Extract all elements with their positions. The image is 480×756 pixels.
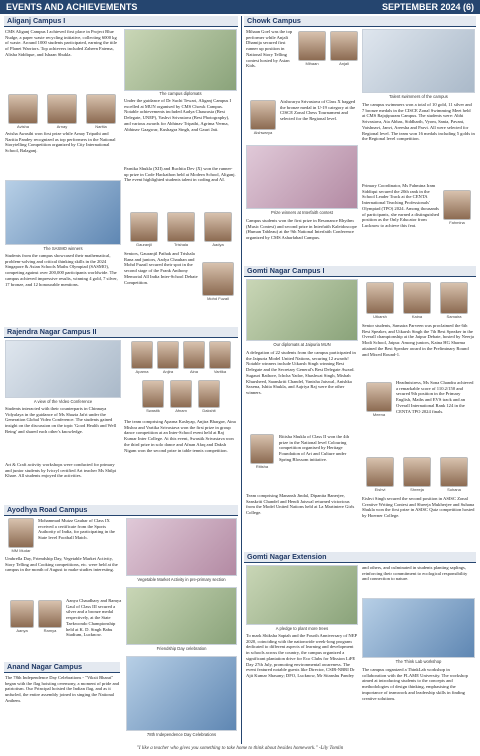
photo-fuzail [202, 262, 234, 296]
section-title-anand: Anand Nagar Campus [4, 662, 120, 673]
caption-video-conference: A view of the Video Conference [33, 399, 93, 404]
rajendra-art-text: Art & Craft activity workshops were conducted for primary and junior students by Ivicryl certified Art teacher Ms Shilpi Khare. All students enjoyed the activities. [5, 462, 117, 479]
photo-avisha [8, 94, 38, 124]
gomtiext-thinklab-text: The campus organized a ThinkLab workshop in collaboration with the FLAME University. The workshop aimed at introducing students to the concepts and methodologies of design thinking, emphasising the importance of teamwork and leadership skills in finding creative solutions. [362, 667, 468, 701]
photo-afnam [170, 380, 192, 408]
name-ritisha: Ritisha [255, 464, 269, 469]
section-title-gomtiext: Gomti Nagar Extension [244, 552, 476, 563]
name-mihaan: Mihaan [305, 61, 319, 66]
section-title-chowk: Chowk Campus [244, 16, 476, 27]
name-aparna: Aparna [135, 369, 149, 374]
photo-naritia [86, 94, 116, 124]
header-date: SEPTEMBER 2024 (6) [381, 2, 474, 12]
gomti1-lmgc-text: Team comprising Manansh Jindal, Dipanita Banerjee, Sanskriti Chandel and Hendi Jaiswal returned victorious from the Model United Nations held at La Martiniere Girls College. [246, 493, 355, 516]
aliganj-debate: Seniors, Gauranjil Pathak and Trishala Rana and juniors, Aadya Chauhan and Mohd Fuzail secured their spot in the second stage of the Frank Anthony Memorial All India Inter-School Debate Competition. [124, 251, 198, 285]
caption-talent-swimmers: Talent swimmers of the campus [389, 94, 448, 99]
caption-jaipuria: Our diplomats at Jaipuria MUN [273, 342, 331, 347]
photo-trishala [167, 212, 195, 242]
aliganj-mun: Under the guidance of Dr Suchi Tewari, Aliganj Campus I excelled at MUN organised by CMS Chowk Campus. Notable achievements included Aadya Chaurasia (Best Delegate, UNEP), Yashvi Srivastava (Best Photography), and various awards for Abhinav Tripathi, Agrima Verma, Abhinav Gaagwar, Kushagra Singh, and Gauri Jati. [124, 98, 232, 132]
ayodhya-activities: Umbrella Day, Friendship Day, Vegetable Market Activity, Story Telling and Cooking competitions, etc. were held at the campus in the month of August to make studies interesting. [5, 556, 118, 573]
aliganj-storytelling: Avisha Awasthi won first prize while Arnay Tripathi and Naritia Pandey recognized as top performers in the National Storytelling Competition organized by City International School, Balaganj. [5, 131, 116, 154]
gomti1-colouring-text: Ritisha Shukla of Class II won the 4th prize in the National level Colouring competition organised by Heritage Foundation of Art and Culture under Spring Blossom initiative. [279, 434, 350, 462]
photo-aanya [10, 600, 34, 628]
caption-sasmo: The SASMO winners [43, 246, 83, 251]
talent-swimmers-photo [362, 29, 475, 93]
section-title-gomti1: Gomti Nagar Campus I [244, 266, 476, 277]
name-arnay: Arnay [56, 124, 68, 129]
photo-suhana [440, 457, 468, 487]
anand-independence-text: The 78th Independence Day Celebrations - "Viksit Bharat" began with the flag hoisting ceremony, a moment of pride and patriotism. Our Principal hoisted the Indian flag, and as it unfurled, the entire assembly joined in singing the National Anthem. [5, 675, 120, 703]
photo-anjira [157, 341, 179, 369]
gomti1-debate-text: Senior students, Samaira Parveen was proclaimed the 6th Best Speaker, and Utkarsh Singh the 7th Best Speaker in the Overall championship at the Jaipur Debate, hosted by Neerja Modi School, Jaipur. Among juniors, Kaina HG Sharma attained the Best Speaker award in the Preliminary Round and Mixed Round-1. [362, 323, 474, 357]
aliganj-hackathon: Parnika Shukla (XII) and Ruchita Dev (X) won the runner-up prize in Code Hackathon held at Modern School, Aliganj. The event highlighted students talent in coding and AI. [124, 166, 236, 183]
column-divider [241, 16, 242, 744]
ayodhya-football: Mohammad Muizz Gauhar of Class IX received a certificate from the Sports Authority of India, for participating in the State level Football Match. [38, 518, 115, 541]
header-title: EVENTS AND ACHIEVEMENTS [6, 2, 138, 12]
photo-swastik [142, 380, 164, 408]
photo-fahmina [443, 190, 471, 220]
name-avisha: Avisha [17, 124, 29, 129]
aliganj-sasmo-text: Students from the campus showcased their mathematical, problem-solving and critical thinking skills in the 2024 Singapore & Asian Schools Maths Olympiad (SASMO), competing against over 200,000 participants worldwide. The campus achieved impressive results, winning 4 gold, 7 silver, 17 bronze, and 12 honourable mentions. [5, 253, 118, 287]
name-dakshit: Dakshit [202, 408, 216, 413]
photo-samaira [440, 282, 468, 314]
photo-vartika [209, 341, 231, 369]
photo-ramya [38, 600, 62, 628]
photo-aina [183, 341, 205, 369]
plantation-photo [246, 565, 358, 625]
chowk-storytelling: Mihaan Goel was the top performer while Anjali Dhamija secured first runner up position in National Story Telling contest hosted by Asian Kids. [246, 29, 293, 69]
independence-day-photo [126, 656, 237, 731]
footer-quote: "I like a teacher who gives you something to take home to think about besides homework." -Lily Tomlin [0, 745, 480, 756]
photo-aparna [131, 341, 153, 369]
photo-mm-mudar [8, 518, 34, 548]
thinklab-photo [362, 598, 475, 658]
name-aina: Aina [189, 369, 198, 374]
name-anjali: Anjali [339, 61, 349, 66]
name-afnam: Afnam [175, 408, 187, 413]
ayodhya-taekwondo: Aanya Chaudhary and Ramya Gaul of Class III secured a silver and a bronze medal respectively, at the State Taekwondo Championship held at K. D. Singh Babu Stadium, Lucknow. [66, 598, 122, 638]
name-fahmina: Fahmina [449, 220, 465, 225]
name-mm-mudar: MM Mudar [11, 548, 31, 553]
name-aishwarya: Aishwarya [253, 130, 273, 135]
campus-diplomats-photo [124, 29, 237, 91]
name-aadya: Aadya [212, 242, 224, 247]
caption-independence: 78th Independence Day Celebrations [146, 732, 217, 737]
gomti1-writing-text: Eishvi Singh secured the second position in ASISC Zonal Creative Writing Contest and Shreeja Mukherjee and Suhana Shukla won the first prize in ASISC Quiz competition hosted by Hoerner College. [362, 496, 475, 519]
name-kaina: Kaina [411, 314, 423, 319]
photo-aadya [204, 212, 232, 242]
photo-dakshit [198, 380, 220, 408]
gomti1-centa-text: Headmistress, Ms Sona Chandra achieved a remarkable score of 110.2/150 and secured 9th position in the Primary English, Maths and EVS track and an Overall International Rank 124 in the CENTA TPO 2024 finals. [396, 380, 474, 414]
caption-vegetable-market: Vegetable Market Activity in pre-primary section [137, 577, 226, 582]
section-title-ayodhya: Ayodhya Road Campus [4, 505, 238, 516]
interfaith-prize-photo [246, 145, 358, 209]
gomtiext-plantation-text: To mark Shiksha Saptah and the Fourth Anniversary of NEP 2020, coinciding with the nationwide week-long program dedicated to different aspects of learning and development in schools across the country, the campus organized a significant plantation drive for Eco Clubs for Mission LiFE Day 27th July, promoting environmental awareness. The event featured notable guests like Director, CSIR-NBRI Dr Ajit Kumar Shasany; DFO, Lucknow, Mr Sitanshu Pandey [246, 633, 357, 679]
photo-kaina [403, 282, 431, 314]
name-swastik: Swastik [146, 408, 160, 413]
photo-aishwarya [250, 100, 276, 130]
aliganj-intro: CMS Aliganj Campus I achieved first place in Project Blue Nudge, a paper waste recycling initiative, collecting 6000 kg of waste. Around 1000 students participated, earning the title of Planet Warriors. Top achievers included Zaheen Fatema, Alisha Siddique, and Ishaan Shukla. [5, 29, 118, 57]
caption-friendship: Friendship Day celebration [156, 646, 207, 651]
name-utkarsh: Utkarsh [373, 314, 387, 319]
section-title-aliganj: Aliganj Campus I [4, 16, 238, 27]
rajendra-dance-text: The team comprising Aparna Kashyap, Anjira Bhargav, Aina Mishra and Vartika Srivastava won the first prize in group dance competition at an Inter-School event held at Raj Kumar Inter College. At this event, Swastik Srivastava won the third prize in solo dance and Afnan Afaq and Daksh Nigam won the second prize in table tennis competition. [124, 419, 236, 453]
photo-gauranjil [130, 212, 158, 242]
caption-diplomats: The campus diplomats [159, 91, 202, 96]
name-suhana: Suhana [447, 487, 461, 492]
name-fuzail: Mohd Fuzail [207, 296, 229, 301]
name-anjira: Anjira [162, 369, 174, 374]
photo-anjali [330, 31, 358, 61]
friendship-day-photo [126, 587, 237, 645]
chowk-swimming: The campus swimmers won a total of 10 gold, 11 silver and 7 bronze medals in the CISCE Zonal Swimming Meet held at CMS Rajajipuram Campus. The students were: Abhi Srivastava, Ata Abbas, Siddharth, Vyom, Sania, Pavani, Vaishnavi, Janvi, Areesha and Parvi. All were selected for Regional level. The team won 16 medals including 5 golds in the Regional level competition. [362, 102, 475, 142]
photo-mihaan [298, 31, 326, 61]
jaipuria-mun-photo [246, 279, 358, 341]
page-header [0, 0, 480, 14]
photo-arnay [47, 94, 77, 124]
chowk-interfaith-text: Campus students won the first prize in Resonance Rhythm (Music Contest) and second prize in Interfaith Kaleidoscope (Human Tableau) at the 9th National Interfaith Conference organized by CMS Asharfabad Campus. [246, 218, 357, 241]
photo-eishvi [366, 457, 394, 487]
photo-meena [366, 382, 392, 412]
vegetable-market-photo [126, 518, 237, 576]
name-shreeja: Shreeja [410, 487, 424, 492]
name-samaira: Samaira [446, 314, 462, 319]
name-gauranjil: Gauranjil [135, 242, 152, 247]
section-title-rajendra: Rajendra Nagar Campus II [4, 327, 238, 338]
rajendra-video-conf-text: Students interacted with their counterparts in Chinnaya Vidyalaya in the guidance of Ms Shazia Jafri under the Generation Global Video Conference. The students gained insight on the discussion on the topic 'Good Health and Well Being' and shared each other's knowledge. [5, 406, 117, 434]
name-meena: Meena [372, 412, 386, 417]
photo-shreeja [403, 457, 431, 487]
caption-thinklab: The Think Lab workshop [395, 659, 442, 664]
photo-utkarsh [366, 282, 394, 314]
name-naritia: Naritia [95, 124, 107, 129]
chowk-chess: Aishwarya Srivastava of Class X bagged the bronze medal in U-19 category at the CISCE Zonal Chess Tournament and selected for the Regional level. [280, 99, 356, 122]
chowk-fahmina-text: Primary Coordinator, Ms Fahmina Iram Siddiqui secured the 20th rank in the School Leader Track at the CENTA International Teaching Professionals' Olympiad (TPO) 2024. Among thousands of participants, she earned a distinguished position as the Only Educator from Lucknow to achieve this feat. [362, 183, 440, 229]
name-eishvi: Eishvi [374, 487, 386, 492]
name-vartika: Vartika [213, 369, 227, 374]
gomtiext-plantation-cont: and others, and culminated in students planting saplings, reinforcing their commitment to ecological responsibility and connection to nature. [362, 565, 468, 582]
video-conference-photo [5, 340, 121, 398]
sasmo-photo [5, 180, 121, 245]
photo-ritisha [250, 434, 274, 464]
name-aanya: Aanya [16, 628, 28, 633]
name-ramya: Ramya [43, 628, 57, 633]
name-trishala: Trishala [173, 242, 189, 247]
caption-pledge: A pledge to plant more trees [275, 626, 329, 631]
caption-interfaith: Prize winners at Interfaith contest [271, 210, 333, 215]
gomti1-mun-text: A delegation of 22 students from the campus participated in the Jaipuria Model United Nations, securing 12 awards! Notable winners include Utkarsh Singh winning Best Delegate and the Secretary General's Best Delegate Award. Sugauri Rathore, Ichcha Yadav, Shashwat Singh, Misbah Khursheed, Saanskriti Chandel, Vanisha Jaiswal, Anishka Saxena, Ishita Shukla, and Aajriya Raj were the other winners. [246, 350, 356, 396]
